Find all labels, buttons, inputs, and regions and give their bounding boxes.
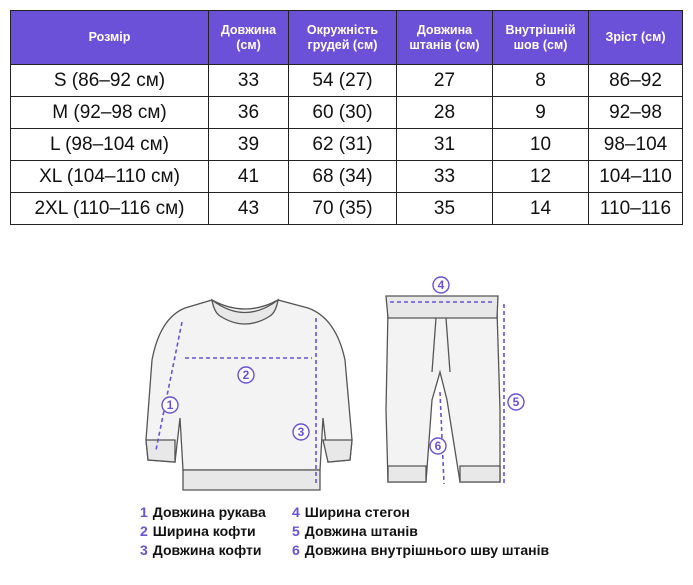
cell-size: M (92–98 см) [11, 97, 209, 129]
cell-size: XL (104–110 см) [11, 161, 209, 193]
marker-1-label: 1 [166, 398, 174, 412]
marker-5-label: 5 [512, 395, 520, 409]
cell-height: 104–110 [589, 161, 683, 193]
sweatshirt-body [146, 300, 352, 470]
header-pants-length: Довжина штанів (см) [397, 11, 493, 65]
marker-4 [433, 277, 449, 293]
sweatshirt-waistband [183, 470, 320, 490]
cell-chest: 68 (34) [289, 161, 397, 193]
cell-pants-length: 35 [397, 193, 493, 225]
legend-text: Довжина кофти [152, 542, 262, 558]
marker-3 [293, 424, 309, 440]
cell-height: 110–116 [589, 193, 683, 225]
legend-number: 3 [140, 542, 148, 558]
cell-pants-length: 28 [397, 97, 493, 129]
marker-2 [238, 367, 254, 383]
cell-size: S (86–92 см) [11, 65, 209, 97]
pants-left-cuff [388, 466, 426, 482]
cell-length: 43 [209, 193, 289, 225]
marker-5 [508, 394, 524, 410]
cell-inseam: 8 [493, 65, 589, 97]
legend-number: 6 [292, 542, 300, 558]
left-cuff [146, 440, 175, 462]
cell-pants-length: 27 [397, 65, 493, 97]
legend-item-5 [292, 522, 418, 541]
cell-pants-length: 31 [397, 129, 493, 161]
cell-chest: 54 (27) [289, 65, 397, 97]
sweatshirt-illustration [146, 300, 352, 490]
legend-item-4 [292, 503, 410, 522]
legend-number: 5 [292, 523, 300, 539]
cell-chest: 60 (30) [289, 97, 397, 129]
legend-text: Довжина внутрішнього шву штанів [304, 542, 550, 558]
cell-size: L (98–104 см) [11, 129, 209, 161]
legend-text: Довжина рукава [152, 504, 266, 520]
legend-text: Ширина стегон [304, 504, 410, 520]
cell-length: 41 [209, 161, 289, 193]
legend-number: 4 [292, 504, 300, 520]
legend-number: 1 [140, 504, 148, 520]
cell-length: 33 [209, 65, 289, 97]
cell-inseam: 10 [493, 129, 589, 161]
header-length: Довжина (см) [209, 11, 289, 65]
cell-chest: 70 (35) [289, 193, 397, 225]
pants-illustration [386, 296, 500, 482]
cell-pants-length: 33 [397, 161, 493, 193]
header-inseam: Внутрішній шов (см) [493, 11, 589, 65]
cell-height: 98–104 [589, 129, 683, 161]
cell-inseam: 9 [493, 97, 589, 129]
header-height: Зріст (см) [589, 11, 683, 65]
pants-waistband [386, 296, 498, 318]
legend-text: Ширина кофти [152, 523, 256, 539]
legend-item-3 [140, 541, 261, 560]
cell-height: 92–98 [589, 97, 683, 129]
cell-inseam: 14 [493, 193, 589, 225]
marker-3-label: 3 [297, 425, 305, 439]
header-chest: Окружність грудей (см) [289, 11, 397, 65]
legend-item-2 [140, 522, 256, 541]
legend-item-1 [140, 503, 266, 522]
marker-1 [162, 397, 178, 413]
cell-length: 39 [209, 129, 289, 161]
cell-height: 86–92 [589, 65, 683, 97]
legend-number: 2 [140, 523, 148, 539]
marker-2-label: 2 [242, 368, 250, 382]
legend-item-6 [292, 541, 549, 560]
cell-length: 36 [209, 97, 289, 129]
marker-6 [430, 438, 446, 454]
right-cuff [323, 440, 352, 462]
header-size: Розмір [11, 11, 209, 65]
marker-4-label: 4 [437, 278, 445, 292]
legend-text: Довжина штанів [304, 523, 418, 539]
cell-chest: 62 (31) [289, 129, 397, 161]
cell-inseam: 12 [493, 161, 589, 193]
cell-size: 2XL (110–116 см) [11, 193, 209, 225]
marker-6-label: 6 [434, 439, 442, 453]
pants-right-cuff [460, 466, 500, 482]
